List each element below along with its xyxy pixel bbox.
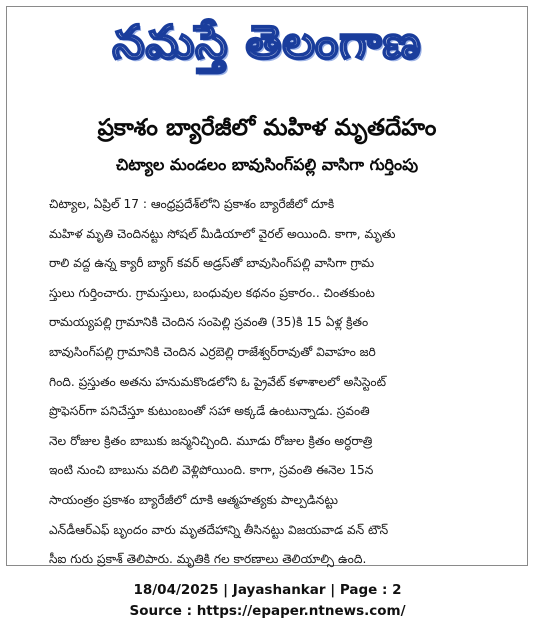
newspaper-masthead — [7, 7, 527, 89]
publication-info: 18/04/2025 | Jayashankar | Page : 2 — [133, 582, 402, 598]
article-line: ఇంటి నుంచి బాబును వదిలి వెళ్లిపోయింది. కాగా, స్రవంతి ఈనెల 15న — [49, 463, 374, 478]
article-line: ఎన్‌డీఆర్‌ఎఫ్ బృందం వారు మృతదేహాన్ని తీసినట్టు విజయవాడ వన్ టౌన్ — [49, 522, 389, 537]
epaper-clipping — [6, 6, 528, 566]
article-line: చిట్యాల, ఏప్రిల్ 17 : ఆంధ్రప్రదేశ్‌లోని ప్రకాశం బ్యారేజీలో దూకి — [49, 197, 335, 211]
article-line: సీఐ గురు ప్రకాశ్ తెలిపారు. మృతికి గల కారణాలు తెలియాల్సి ఉంది. — [49, 552, 367, 567]
article-line: సాయంత్రం ప్రకాశం బ్యారేజీలో దూకి ఆత్మహత్యకు పాల్పడినట్టు — [49, 492, 338, 507]
article-line: నెల రోజుల క్రితం బాబుకు జన్మనిచ్చింది. మూడు రోజుల క్రితం అర్ధరాత్రి — [49, 433, 373, 448]
article-line: రామయ్యపల్లి గ్రామానికి చెందిన సంపెల్లి స్రవంతి (35)కి 15 ఏళ్ల క్రితం — [49, 315, 369, 330]
article-line: రాలి వద్ద ఉన్న క్యారీ బ్యాగ్ కవర్ అడ్రస్‌తో బావుసింగ్‌పల్లి వాసిగా గ్రామ — [49, 256, 375, 271]
article-line: బావుసింగ్‌పల్లి గ్రామానికి చెందిన ఎర్రబెల్లి రాజేశ్వర్‌రావుతో వివాహం జరి — [49, 344, 376, 359]
article-headline: ప్రకాశం బ్యారేజీలో మహిళ మృతదేహం — [97, 115, 437, 141]
article-line: గింది. ప్రస్తుతం అతను హనుమకొండలోని ఓ ప్రైవేట్ కళాశాలలో అసిస్టెంట్ — [49, 374, 387, 389]
article-line: స్తులు గుర్తించారు. గ్రామస్తులు, బంధువుల కథనం ప్రకారం.. చింతకుంట — [49, 285, 375, 300]
article-line: మహిళ మృతి చెందినట్టు సోషల్ మీడియాలో వైరల్ అయింది. కాగా, మృతు — [49, 226, 396, 241]
article-subheadline: చిట్యాల మండలం బావుసింగ్‌పల్లి వాసిగా గుర్తింపు — [115, 155, 419, 174]
article-body — [49, 190, 501, 575]
article-line: ప్రొఫెసర్‌గా పనిచేస్తూ కుటుంబంతో సహా అక్కడే ఉంటున్నాడు. స్రవంతి — [49, 404, 370, 419]
source-info: Source : https://epaper.ntnews.com/ — [129, 603, 406, 619]
newspaper-name: నమస్తే తెలంగాణ — [112, 15, 422, 69]
